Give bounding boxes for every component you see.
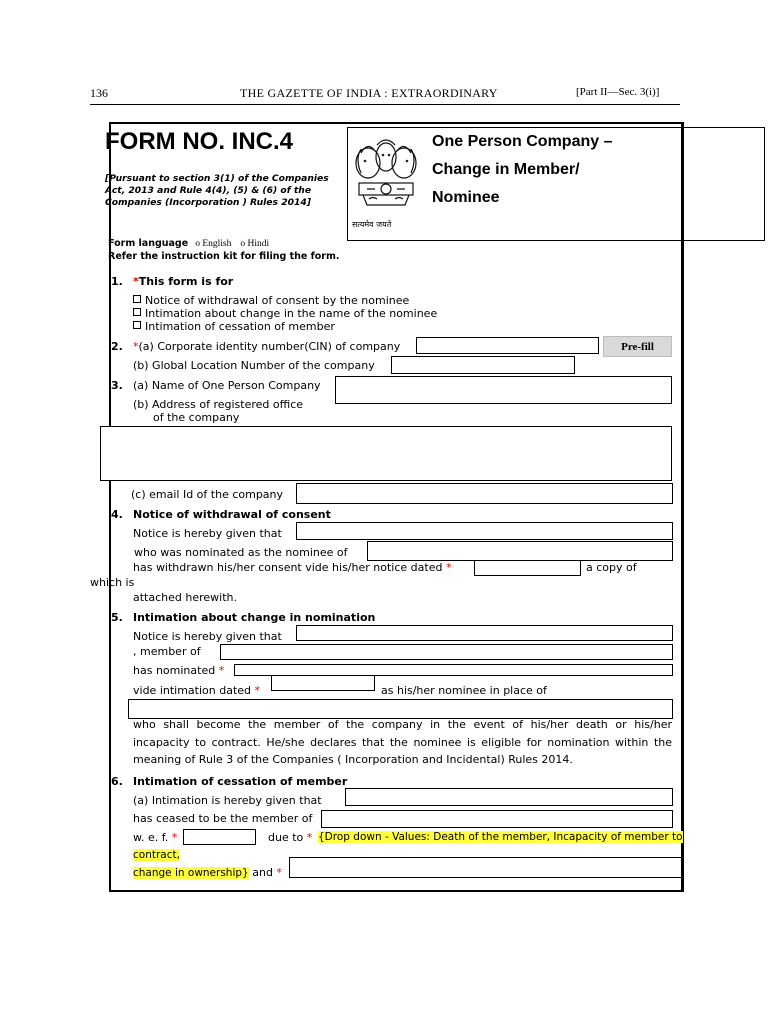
- and-label: and: [252, 866, 273, 879]
- company-name-input[interactable]: [335, 376, 672, 404]
- checkbox-icon[interactable]: [133, 308, 141, 316]
- s4-notice-date-input[interactable]: [474, 560, 581, 576]
- s4-line1: Notice is hereby given that: [133, 527, 282, 540]
- s6-last-line: [133, 866, 282, 879]
- header-rule: [90, 104, 680, 105]
- s3b-label-1: (b) Address of registered office: [133, 398, 304, 411]
- dropdown-option-ownership: change in ownership}: [133, 867, 249, 879]
- gazette-part: [Part II—Sec. 3(i)]: [576, 86, 660, 98]
- gln-input[interactable]: [391, 356, 575, 374]
- s4-number: 4.: [111, 508, 123, 521]
- prefill-button[interactable]: Pre-fill: [603, 336, 672, 357]
- option-label: Notice of withdrawal of consent by the nominee: [145, 294, 410, 307]
- s5-line2: , member of: [133, 645, 201, 658]
- right-title-line-2: Change in Member/: [432, 161, 580, 178]
- s5-line3: [133, 664, 224, 677]
- cessation-reason-dropdown[interactable]: {Drop down - Values: Death of the member, Incapacity of member to: [318, 831, 683, 843]
- wef-label: w. e. f.: [133, 831, 169, 844]
- s6-wef-date-input[interactable]: [183, 829, 256, 845]
- required-mark: *: [276, 866, 282, 879]
- s5-line1: Notice is hereby given that: [133, 630, 282, 643]
- required-mark: *: [218, 664, 225, 677]
- s5-intimation-date-input[interactable]: [271, 675, 375, 691]
- s5-line4-tail: as his/her nominee in place of: [381, 684, 547, 697]
- s4-line3: [133, 561, 451, 574]
- s5-member-name-input[interactable]: [296, 625, 673, 641]
- required-mark: *: [133, 275, 139, 288]
- lang-english-radio[interactable]: o English: [195, 239, 232, 249]
- s3b-label-2: of the company: [153, 411, 240, 424]
- s6a-label: (a) Intimation is hereby given that: [133, 794, 322, 807]
- s6-due-to: [268, 831, 312, 844]
- s5-line3-text: has nominated: [133, 664, 216, 677]
- gazette-title: THE GAZETTE OF INDIA : EXTRAORDINARY: [240, 86, 498, 100]
- checkbox-icon[interactable]: [133, 321, 141, 329]
- required-mark: *: [171, 831, 178, 844]
- s4-line5: attached herewith.: [133, 591, 237, 604]
- option-label: Intimation of cessation of member: [145, 320, 335, 333]
- checkbox-icon[interactable]: [133, 295, 141, 303]
- s2b-label: (b) Global Location Number of the company: [133, 359, 375, 372]
- s5-number: 5.: [111, 611, 123, 624]
- required-mark: *: [254, 684, 261, 697]
- s4-member-name-input[interactable]: [367, 541, 673, 561]
- instruction-text: Refer the instruction kit for filing the form.: [108, 251, 340, 262]
- s6-member-name-input[interactable]: [345, 788, 673, 806]
- s2a-label: [133, 340, 400, 353]
- s6-number: 6.: [111, 775, 123, 788]
- s6-company-name-input[interactable]: [321, 810, 673, 828]
- s6-title: Intimation of cessation of member: [133, 775, 348, 788]
- cessation-reason-dropdown-cont: contract,: [133, 849, 180, 861]
- s5-line4: [133, 684, 260, 697]
- s3a-label: (a) Name of One Person Company: [133, 379, 321, 392]
- s5-para-line1: who shall become the member of the company in the event of his/her death or his/her: [133, 718, 672, 731]
- s1-option-withdrawal[interactable]: [133, 294, 409, 307]
- s1-option-change-name[interactable]: [133, 307, 437, 320]
- s1-number: 1.: [111, 275, 123, 288]
- form-title: FORM NO. INC.4: [105, 128, 294, 155]
- s5-company-name-input[interactable]: [220, 644, 673, 660]
- form-language-row: [108, 238, 269, 249]
- s1-title-text: This form is for: [138, 275, 234, 288]
- s5-para-line3: meaning of Rule 3 of the Companies ( Incorporation and Incidental) Rules 2014.: [133, 753, 573, 766]
- emblem-motto: सत्यमेव जयते: [352, 220, 392, 229]
- s5-line4-text: vide intimation dated: [133, 684, 252, 697]
- required-mark: *: [133, 340, 139, 353]
- form-subtitle: [Pursuant to section 3(1) of the Companies Act, 2013 and Rule 4(4), (5) & (6) of the Companies (Incorporation ) Rules 2014]: [105, 173, 329, 208]
- email-input[interactable]: [296, 483, 673, 504]
- right-title-line-3: Nominee: [432, 189, 500, 206]
- lang-hindi-radio[interactable]: o Hindi: [240, 239, 270, 249]
- s4-line3-text: has withdrawn his/her consent vide his/her notice dated: [133, 561, 443, 574]
- s4-title: Notice of withdrawal of consent: [133, 508, 331, 521]
- registered-address-textarea[interactable]: [100, 426, 672, 481]
- form-right-title: [432, 128, 613, 212]
- s1-title: [133, 275, 233, 288]
- state-emblem-icon: [347, 127, 425, 233]
- option-label: Intimation about change in the name of the nominee: [145, 307, 438, 320]
- s4-line3-tail: a copy of: [586, 561, 637, 574]
- s3-number: 3.: [111, 379, 123, 392]
- required-mark: *: [445, 561, 452, 574]
- language-label: Form language: [108, 238, 189, 249]
- due-to-label: due to: [268, 831, 304, 844]
- right-title-line-1: One Person Company –: [432, 133, 613, 150]
- page-number: 136: [90, 86, 108, 100]
- s4-nominee-name-input[interactable]: [296, 522, 673, 540]
- s4-line4: which is: [90, 576, 135, 589]
- s4-line2: who was nominated as the nominee of: [134, 546, 348, 559]
- s2a-label-text: (a) Corporate identity number(CIN) of company: [138, 340, 401, 353]
- s1-option-cessation[interactable]: [133, 320, 335, 333]
- required-mark: *: [306, 831, 313, 844]
- s5-title: Intimation about change in nomination: [133, 611, 376, 624]
- s6-line2: has ceased to be the member of: [133, 812, 313, 825]
- s6-wef: [133, 831, 177, 844]
- s5-para-line2: incapacity to contract. He/she declares that the nominee is eligible for nomination within the: [133, 736, 672, 749]
- cin-input[interactable]: [416, 337, 599, 354]
- s2-number: 2.: [111, 340, 123, 353]
- s3c-label: (c) email Id of the company: [131, 488, 284, 501]
- s6-nominee-input[interactable]: [289, 857, 682, 878]
